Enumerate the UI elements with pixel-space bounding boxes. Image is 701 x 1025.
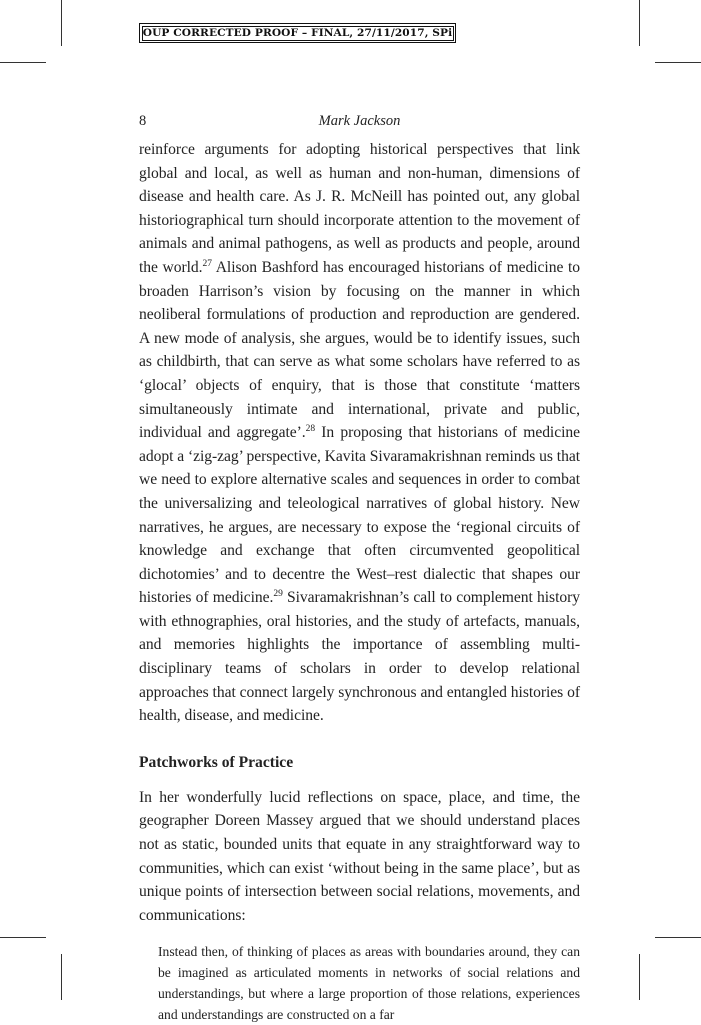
paragraph-1-seg3: In proposing that historians of medicine adopt a ‘zig-zag’ perspective, Kavita Sivaramakrishnan reminds us that we need to explore alternative scales and sequences in order to combat the universalizing and teleological narratives of global history. New narratives, he argues, are necessary to expose the ‘regional circuits of knowledge and exchange that often circumvented geopolitical dichotomies’ and to decentre the West–rest dialectic that shapes our histories of medicine. [139,424,580,607]
running-head-author: Mark Jackson [318,113,401,129]
crop-mark-right-bottom [655,937,701,938]
crop-mark-right-top [655,62,701,63]
proof-banner-text: OUP CORRECTED PROOF – FINAL, 27/11/2017, SPi [142,27,453,39]
paragraph-1-seg1: reinforce arguments for adopting historical perspectives that link global and local, as well as human and non-human, dimensions of disease and health care. As J. R. McNeill has pointed out, any global historiographical turn should incorporate attention to the movement of animals and animal pathogens, as well as products and people, around the world. [139,141,580,276]
section-heading: Patchworks of Practice [139,753,294,771]
footnote-ref-27[interactable]: 27 [202,258,212,269]
paragraph-1 [139,138,580,728]
footnote-ref-28[interactable]: 28 [305,424,316,435]
block-quote: Instead then, of thinking of places as areas with boundaries around, they can be imagined as articulated moments in networks of social relations and understandings, but where a large proportion of those relations, experiences and understandings are constructed on a far [158,944,580,1023]
proof-banner [139,23,456,43]
paragraph-1-seg4: Sivaramakrishnan’s call to complement history with ethnographies, oral histories, and the study of artefacts, manuals, and memories highlights the importance of assembling multi-disciplinary teams of scholars in order to develop relational approaches that connect largely synchronous and entangled histories of health, disease, and medicine. [139,589,580,725]
paragraph-2: In her wonderfully lucid reflections on space, place, and time, the geographer Doreen Massey argued that we should understand places not as static, bounded units that equate in any straightforward way to communities, which can exist ‘without being in the same place’, but as unique points of intersection between social relations, movements, and communications: [139,788,580,924]
crop-mark-top-right [639,0,640,46]
crop-mark-bottom-left [61,954,62,1000]
footnote-ref-29[interactable]: 29 [273,589,283,600]
page-number: 8 [139,113,147,129]
running-head [139,113,580,135]
crop-mark-bottom-right [639,954,640,1000]
crop-mark-top-left [61,0,62,46]
paragraph-1-seg2: Alison Bashford has encouraged historians of medicine to broaden Harrison’s vision by focusing on the manner in which neoliberal formulations of production and reproduction are gendered. A new mode of analysis, she argues, would be to identify issues, such as childbirth, that can serve as what some scholars have referred to as ‘glocal’ objects of enquiry, that is those that constitute ‘matters simultaneously intimate and international, private and public, individual and aggregate’. [139,258,580,442]
crop-mark-left-bottom [0,937,46,938]
body-text [139,138,580,1025]
crop-mark-left-top [0,62,46,63]
